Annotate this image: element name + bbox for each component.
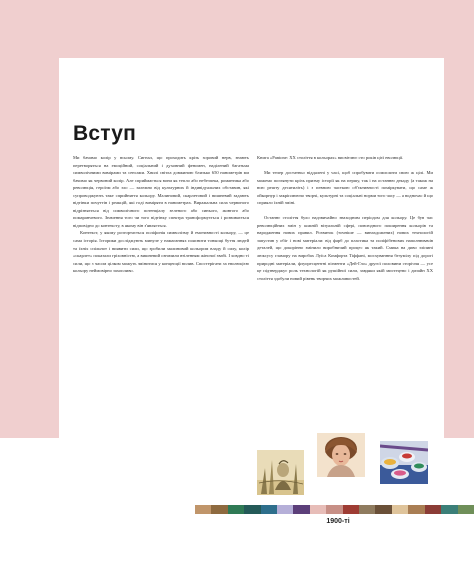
right-paragraph-2: Ми тепер достатньо віддалені у часі, щоб спробувати осмислити свою ж цілі. Ми можемо поглянути крізь призму історії як на першу, так і на останню декаду (а також на всю решту десятиліть) і з певною часткою об'єктивності поміркувати, що саме ж ойкорнур і закріплюючо творчі, культурні та соціальні норми того часу — а водночас й що сприяло їхній зміні. xyxy=(257,170,433,206)
artwork-thumbnail-sketch xyxy=(257,450,304,495)
color-swatch xyxy=(441,505,457,514)
left-paragraph-1: Ми бачимо колір у всьому. Сигнал, що проходить крізь зоровий нерв, знають перетворяться на емоційний, соціальний і духовний феномен, наділений багатьма символічними вимірами та сенсами. Хвилі світла довжиною близько 650 нанометрів ми бачимо як червоний колір. Але сприймається вони як тепло або небезпека, романтика або революція, героїзм або зло — залежно від культурних й індивідуальних обставин, які супроводжують таке сприйняття кольору. Малиновий, скарлетовий і вишневий задають відтінки почуттів і реакцій, які годі виміряти в нанометрах. Виражальна сила червоного відрізняється від символічного потенціалу зеленого або синього, жовтого або помаранчевого. Значення того чи того відтінку спектра трансформується і розвивається відповідно до контексту, в якому він з'являється. xyxy=(73,155,249,228)
artwork-thumbnail-still-life xyxy=(380,441,428,484)
left-text-column xyxy=(73,154,249,275)
color-swatch xyxy=(195,505,211,514)
color-swatch-strip xyxy=(195,505,474,514)
right-paragraph-3: Останнє століття було надзвичайно знаходним періодом для кольору. Це був час революційних змін у кожній візуальній сфері, повсюдного поширення кольорів та народження нових правил. Розвиток (точніше — винахдожених) нових технологій запустив у обіг і нові матеріали: від фарб до пластика та поліфібенових наполнювачів деталей, що докорінно змінило виробничий процес як такий. Смика на диво зліпині люксусу гламору на виробах Луїса Комфорта Тіффані, мосхуванння безумілу під дорогі природні матеріали, флуоресцентні пігменти «Дей-Гло» другої половини сторіччя — усе це підтверджує роль технологій як рушійної сили, завдяки якій мистецтво і дизайн XX століття здобули новий рівень творчих можливостей. xyxy=(257,215,433,281)
chapter-title: Вступ xyxy=(73,122,137,145)
color-swatch xyxy=(293,505,309,514)
color-swatch xyxy=(375,505,391,514)
color-swatch xyxy=(244,505,260,514)
color-swatch xyxy=(277,505,293,514)
decade-label: 1900-ті xyxy=(326,518,350,525)
color-swatch xyxy=(458,505,474,514)
right-paragraph-1: Книга «Pantone: ХХ століття в кольорах» висвітлює сто років цієї еволюції. xyxy=(257,155,404,160)
color-swatch xyxy=(228,505,244,514)
color-swatch xyxy=(261,505,277,514)
color-swatch xyxy=(211,505,227,514)
right-text-column xyxy=(257,154,433,282)
color-swatch xyxy=(310,505,326,514)
left-paragraph-2: Контекст, у якому розгортається поліфонія символізму й емотивності кольору, — це сама історія. Історики досліджують минуле у намаганнях пояснити тонкощі буття людей та їхніх спільнот і виявити сили, що зробили малиновий кольором владу й силу, колір «скарлет» показали гріховністю, а вишневий означили втіленням жіночої звабі. І ховдно ті сили, що з часом цілком можуть змінитися у концепції вплив. Спостерігати за еволюцією кольору неймовірно захопливо. xyxy=(73,230,249,274)
artwork-thumbnail-portrait xyxy=(317,433,365,477)
color-swatch xyxy=(408,505,424,514)
color-swatch xyxy=(343,505,359,514)
color-swatch xyxy=(392,505,408,514)
color-swatch xyxy=(425,505,441,514)
color-swatch xyxy=(326,505,342,514)
color-swatch xyxy=(359,505,375,514)
